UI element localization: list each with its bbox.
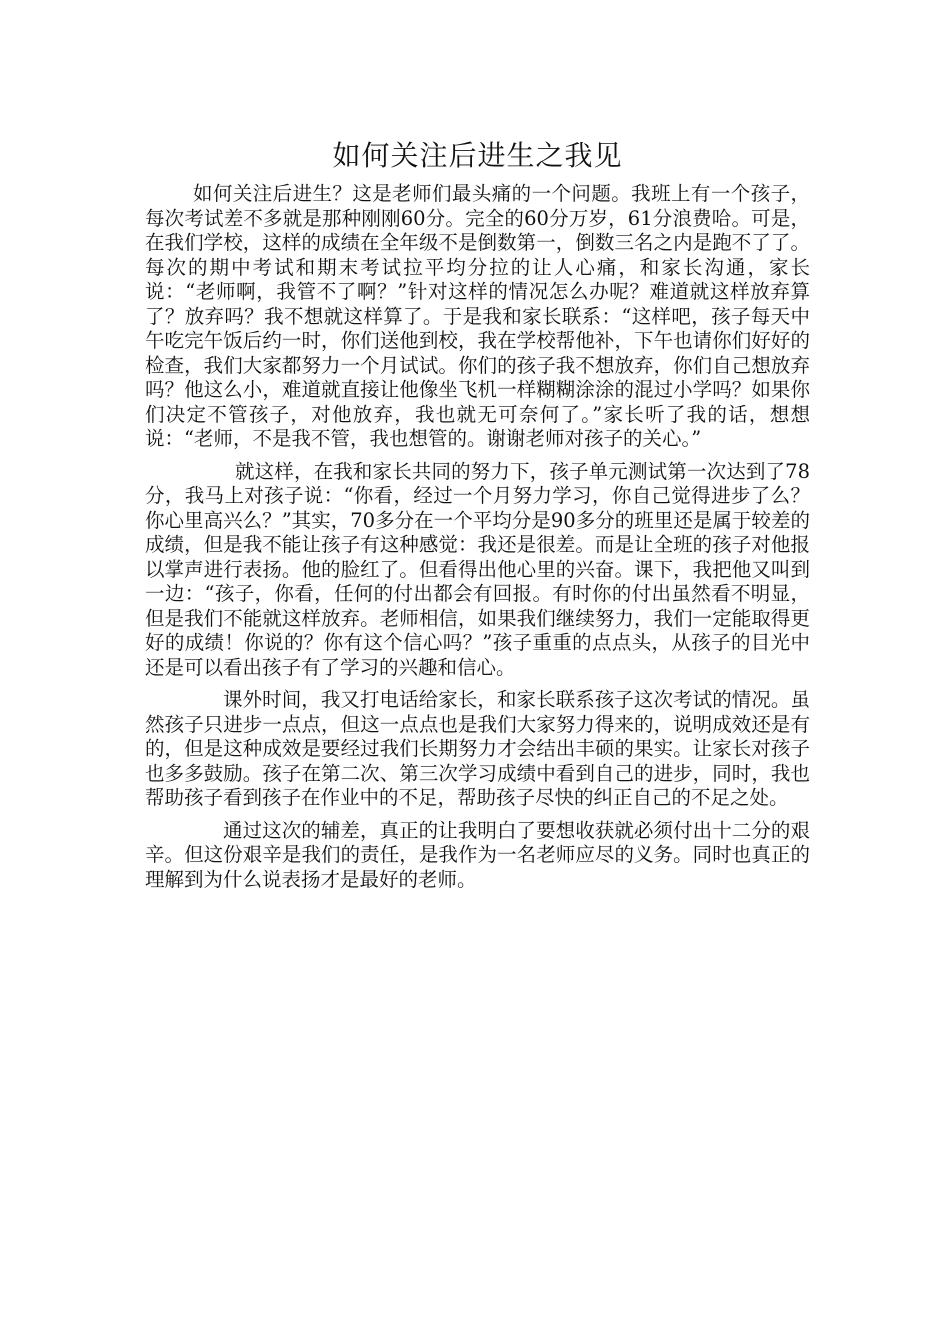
document-body (145, 136, 810, 900)
paragraph-3: 课外时间，我又打电话给家长，和家长联系孩子这次考试的情况。虽然孩子只进步一点点，但这一点点也是我们大家努力得来的，说明成效还是有的，但是这种成效是要经过我们长期努力才会结出丰硕的果实。让家长对孩子也多多鼓励。孩子在第二次、第三次学习成绩中看到自己的进步，同时，我也帮助孩子看到孩子在作业中的不足，帮助孩子尽快的纠正自己的不足之处。 (145, 688, 810, 809)
document-title: 如何关注后进生之我见 (332, 139, 623, 172)
paragraph-4: 通过这次的辅差，真正的让我明白了要想收获就必须付出十二分的艰辛。但这份艰辛是我们的责任，是我作为一名老师应尽的义务。同时也真正的理解到为什么说表扬才是最好的老师。 (145, 818, 810, 891)
paragraph-1: 如何关注后进生？这是老师们最头痛的一个问题。我班上有一个孩子，每次考试差不多就是那种刚刚60分。完全的60分万岁，61分浪费哈。可是，在我们学校，这样的成绩在全年级不是倒数第一，倒数三名之内是跑不了了。每次的期中考试和期末考试拉平均分拉的让人心痛，和家长沟通，家长说：“老师啊，我管不了啊？”针对这样的情况怎么办呢？难道就这样放弃算了？放弃吗？我不想就这样算了。于是我和家长联系：“这样吧，孩子每天中午吃完午饭后约一时，你们送他到校，我在学校帮他补，下午也请你们好好的检查，我们大家都努力一个月试试。你们的孩子我不想放弃，你们自己想放弃吗？他这么小，难道就直接让他像坐飞机一样糊糊涂涂的混过小学吗？如果你们决定不管孩子，对他放弃，我也就无可奈何了。”家长听了我的话，想想说：“老师，不是我不管，我也想管的。谢谢老师对孩子的关心。” (145, 182, 810, 450)
paragraph-2: 就这样，在我和家长共同的努力下，孩子单元测试第一次达到了78分，我马上对孩子说：“你看，经过一个月努力学习，你自己觉得进步了么？你心里高兴么？”其实，70多分在一个平均分是90多分的班里还是属于较差的成绩，但是我不能让孩子有这种感觉：我还是很差。而是让全班的孩子对他报以掌声进行表扬。他的脸红了。但看得出他心里的兴奋。课下，我把他又叫到一边：“孩子，你看，任何的付出都会有回报。有时你的付出虽然看不明显，但是我们不能就这样放弃。老师相信，如果我们继续努力，我们一定能取得更好的成绩！你说的？你有这个信心吗？”孩子重重的点点头，从孩子的目光中还是可以看出孩子有了学习的兴趣和信心。 (145, 459, 810, 679)
